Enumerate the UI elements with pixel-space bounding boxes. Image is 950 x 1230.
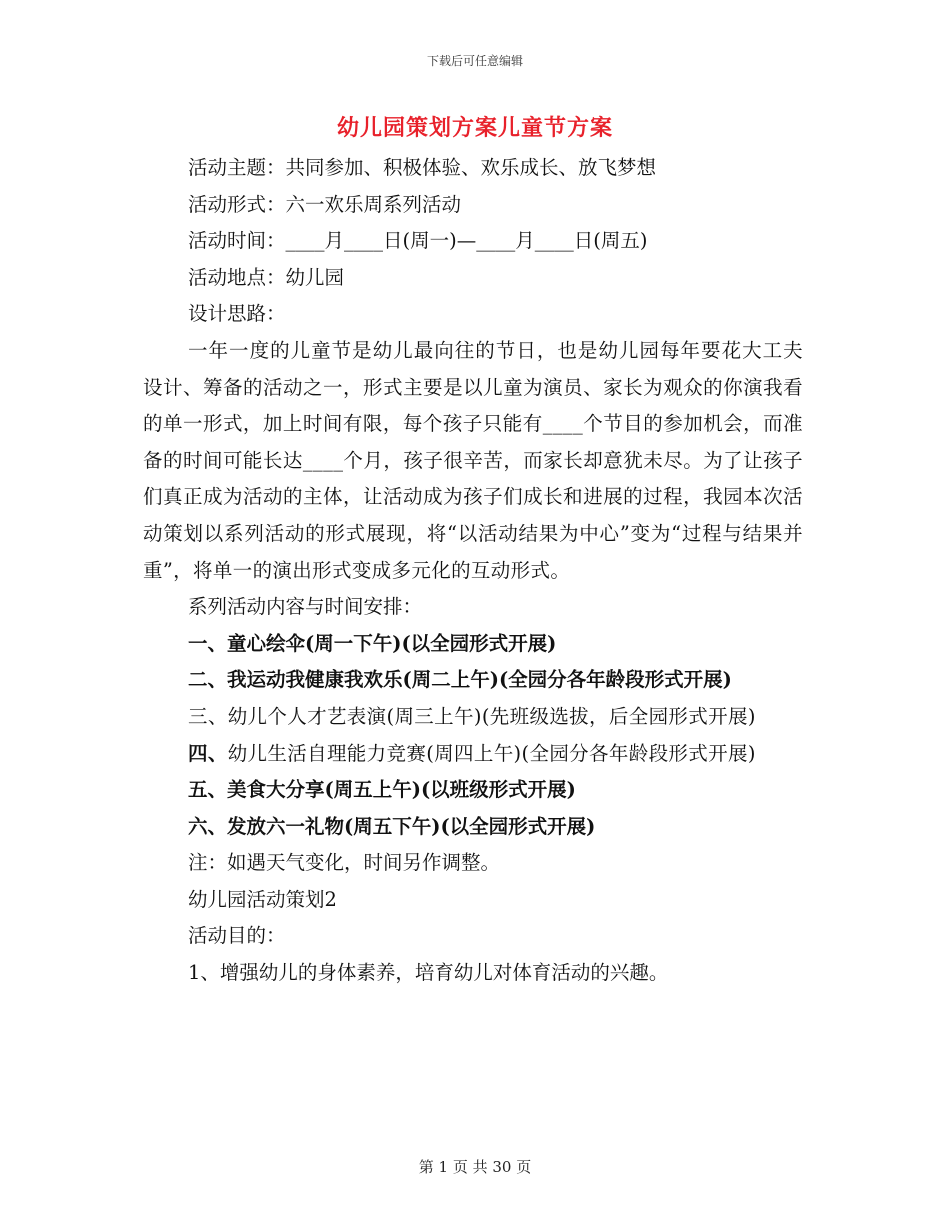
document-body [143,150,803,992]
design-heading: 设计思路： [188,302,286,326]
schedule-item-1: 一、童心绘伞(周一下午)(以全园形式开展) [188,631,557,655]
activity-form: 活动形式：六一欢乐周系列活动 [188,192,462,216]
schedule-item-5: 五、美食大分享(周五上午)(以班级形式开展) [188,778,576,802]
plan-2-title: 幼儿园活动策划2 [188,887,337,911]
document-title: 幼儿园策划方案儿童节方案 [336,115,613,141]
schedule-item-4-prefix: 四、 [188,741,228,765]
activity-time: 活动时间：____月____日(周一)—____月____日(周五) [188,229,648,253]
schedule-item-3: 三、幼儿个人才艺表演(周三上午)(先班级选拔，后全园形式开展) [188,704,756,728]
schedule-item-6: 六、发放六一礼物(周五下午)(以全园形式开展) [188,814,596,838]
schedule-heading: 系列活动内容与时间安排： [188,595,423,619]
header-note: 下载后可任意编辑 [426,54,523,68]
goal-heading: 活动目的： [188,924,286,948]
design-paragraph: 一年一度的儿童节是幼儿最向往的节日，也是幼儿园每年要花大工夫设计、筹备的活动之一，形式主要是以儿童为演员、家长为观众的你演我看的单一形式，加上时间有限，每个孩子只能有____个节目的参加机会，而准备的时间可能长达____个月，孩子很辛苦，而家长却意犹未尽。为了让孩子们真正成为活动的主体，让活动成为孩子们成长和进展的过程，我园本次活动策划以系列活动的形式展现，将“以活动结果为中心”变为“过程与结果并重”，将单一的演出形式变成多元化的互动形式。 [143,338,803,582]
activity-place: 活动地点：幼儿园 [188,265,345,289]
schedule-item-4 [143,736,803,773]
weather-note: 注：如遇天气变化，时间另作调整。 [188,851,501,875]
schedule-item-2: 二、我运动我健康我欢乐(周二上午)(全园分各年龄段形式开展) [188,668,732,692]
activity-theme: 活动主题：共同参加、积极体验、欢乐成长、放飞梦想 [188,156,657,179]
page-footer: 第 1 页 共 30 页 [418,1158,532,1176]
goal-item-1: 1、增强幼儿的身体素养，培育幼儿对体育活动的兴趣。 [188,961,669,985]
schedule-item-4-text: 幼儿生活自理能力竞赛(周四上午)(全园分各年龄段形式开展) [227,741,756,765]
